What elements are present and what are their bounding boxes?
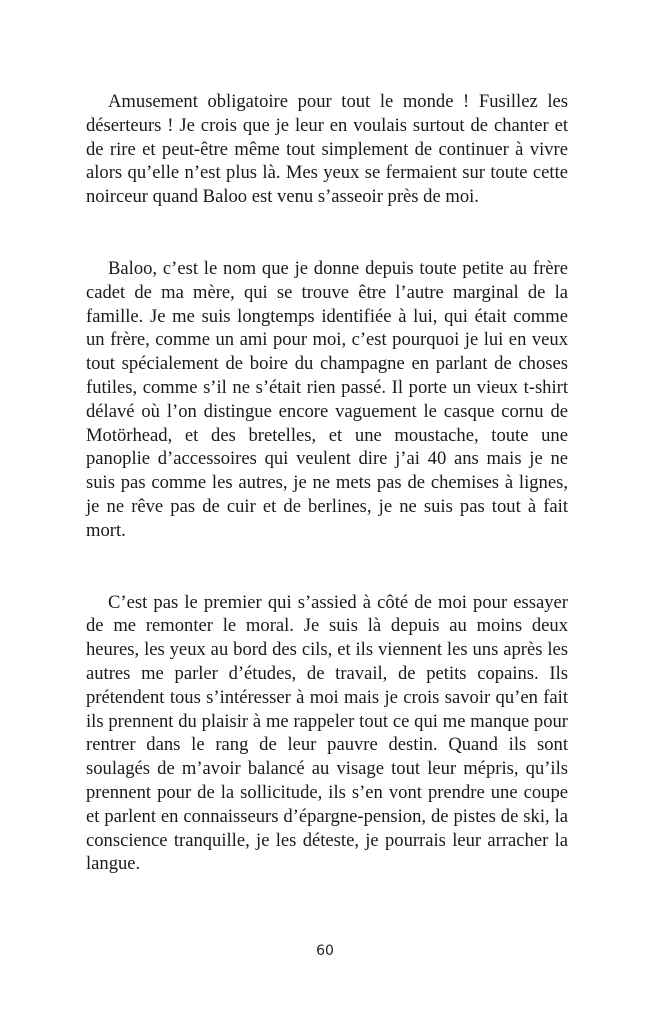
paragraph-1: Amusement obligatoire pour tout le monde ! Fusillez les déserteurs ! Je crois que je leur en voulais surtout de chanter et de rire et peut-être même tout simplement de continuer à vivre alors qu’elle n’est plus là. Mes yeux se fermaient sur toute cette noirceur quand Baloo est venu s’asseoir près de moi.	[86, 91, 568, 208]
paragraph-3: C’est pas le premier qui s’assied à côté de moi pour essayer de me remonter le moral. Je suis là depuis au moins deux heures, les yeux au bord des cils, et ils viennent les uns après les autres me parler d’études, de travail, de petits copains. Ils prétendent tous s’intéresser à moi mais je crois savoir qu’en fait ils prennent du plaisir à me rappeler tout ce qui me manque pour rentrer dans le rang de leur pauvre destin. Quand ils sont soulagés de m’avoir balancé au visage tout leur mépris, qu’ils prennent pour de la sollicitude, ils s’en vont prendre une coupe et parlent en connaisseurs d’épargne-pension, de pistes de ski, la conscience tranquille, je les déteste, je pourrais leur arracher la langue.	[86, 591, 568, 875]
page-number: 60	[316, 943, 334, 959]
body-text	[86, 90, 568, 924]
paragraph-2: Baloo, c’est le nom que je donne depuis toute petite au frère cadet de ma mère, qui se trouve être l’autre marginal de la famille. Je me suis longtemps identifiée à lui, qui était comme un frère, comme un ami pour moi, c’est pourquoi je lui en veux tout spécialement de boire du champagne en parlant de choses futiles, comme s’il ne s’était rien passé. Il porte un vieux t-shirt délavé où l’on distingue encore vaguement le casque cornu de Motörhead, et des bretelles, et une moustache, toute une panoplie d’accessoires qui veulent dire j’ai 40 ans mais je ne suis pas comme les autres, je ne mets pas de chemises à lignes, je ne rêve pas de cuir et de berlines, je ne suis pas tout à fait mort.	[86, 257, 568, 541]
